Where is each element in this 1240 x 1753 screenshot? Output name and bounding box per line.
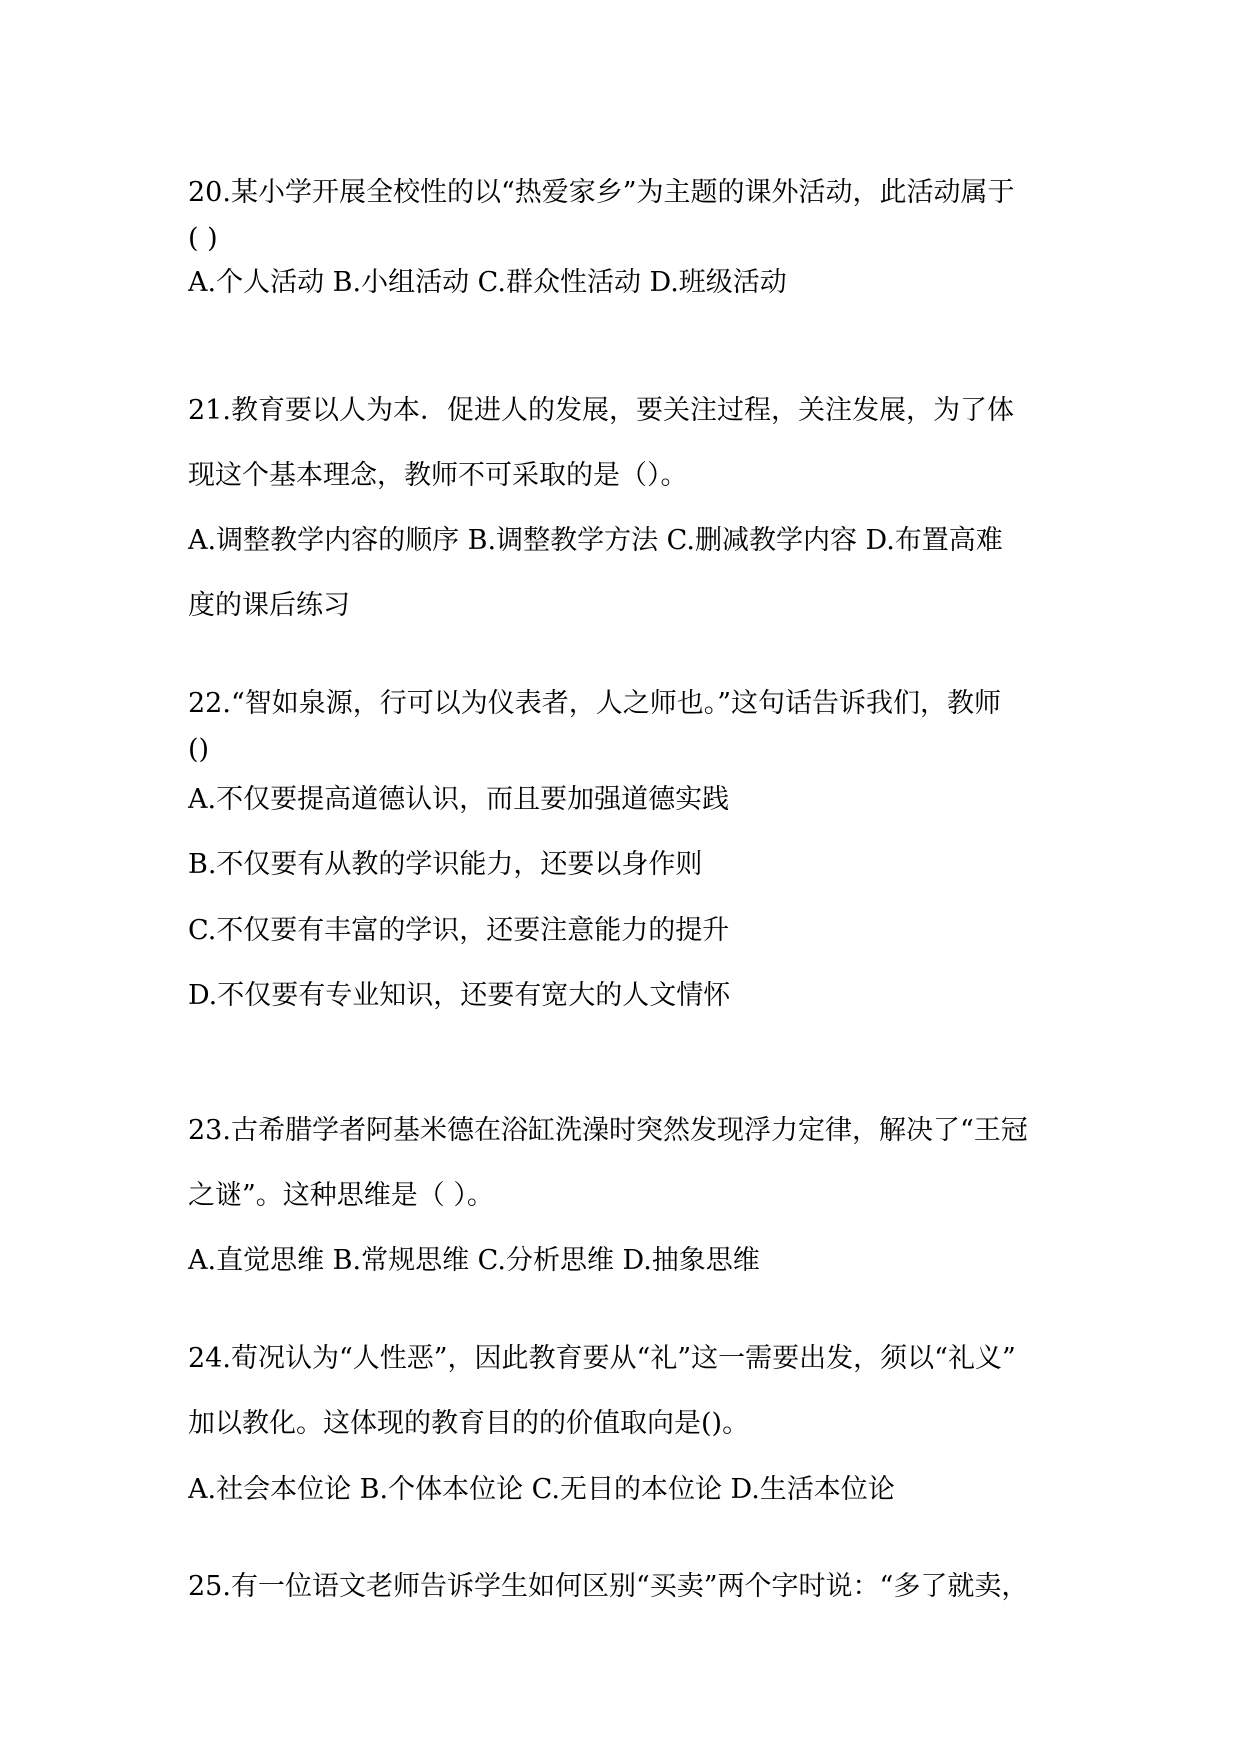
question-20-stem-line-1: 20.某小学开展全校性的以“热爱家乡”为主题的课外活动，此活动属于 xyxy=(188,177,1015,208)
question-20-stem-line-2: ( ) xyxy=(188,223,218,254)
question-22-option-c: C.不仅要有丰富的学识，还要注意能力的提升 xyxy=(188,915,730,946)
question-24-options: A.社会本位论 B.个体本位论 C.无目的本位论 D.生活本位论 xyxy=(188,1474,895,1505)
question-25-stem-line-1: 25.有一位语文老师告诉学生如何区别“买卖”两个字时说：“多了就卖， xyxy=(188,1571,1029,1602)
question-22-stem-line-2: () xyxy=(188,734,210,765)
question-22-stem-line-1: 22.“智如泉源，行可以为仪表者，人之师也。”这句话告诉我们，教师 xyxy=(188,688,1002,719)
question-24-stem-line-2: 加以教化。这体现的教育目的的价值取向是()。 xyxy=(188,1408,750,1439)
question-23-stem-line-1: 23.古希腊学者阿基米德在浴缸洗澡时突然发现浮力定律，解决了“王冠 xyxy=(188,1115,1028,1146)
question-20-options: A.个人活动 B.小组活动 C.群众性活动 D.班级活动 xyxy=(188,267,787,298)
question-21-stem-line-1: 21.教育要以人为本．促进人的发展，要关注过程，关注发展，为了体 xyxy=(188,395,1014,426)
question-21-options-cont: 度的课后练习 xyxy=(188,590,350,621)
question-21-options: A.调整教学内容的顺序 B.调整教学方法 C.删减教学内容 D.布置高难 xyxy=(188,525,1003,556)
question-24-stem-line-1: 24.荀况认为“人性恶”，因此教育要从“礼”这一需要出发，须以“礼义” xyxy=(188,1343,1016,1374)
question-23-options: A.直觉思维 B.常规思维 C.分析思维 D.抽象思维 xyxy=(188,1245,760,1276)
question-22-option-b: B.不仅要有从教的学识能力，还要以身作则 xyxy=(188,849,703,880)
question-21-stem-line-2: 现这个基本理念，教师不可采取的是（）。 xyxy=(188,460,688,491)
question-22-option-d: D.不仅要有专业知识，还要有宽大的人文情怀 xyxy=(188,980,731,1011)
question-23-stem-line-2: 之谜”。这种思维是（ ）。 xyxy=(188,1180,494,1211)
question-22-option-a: A.不仅要提高道德认识，而且要加强道德实践 xyxy=(188,784,730,815)
